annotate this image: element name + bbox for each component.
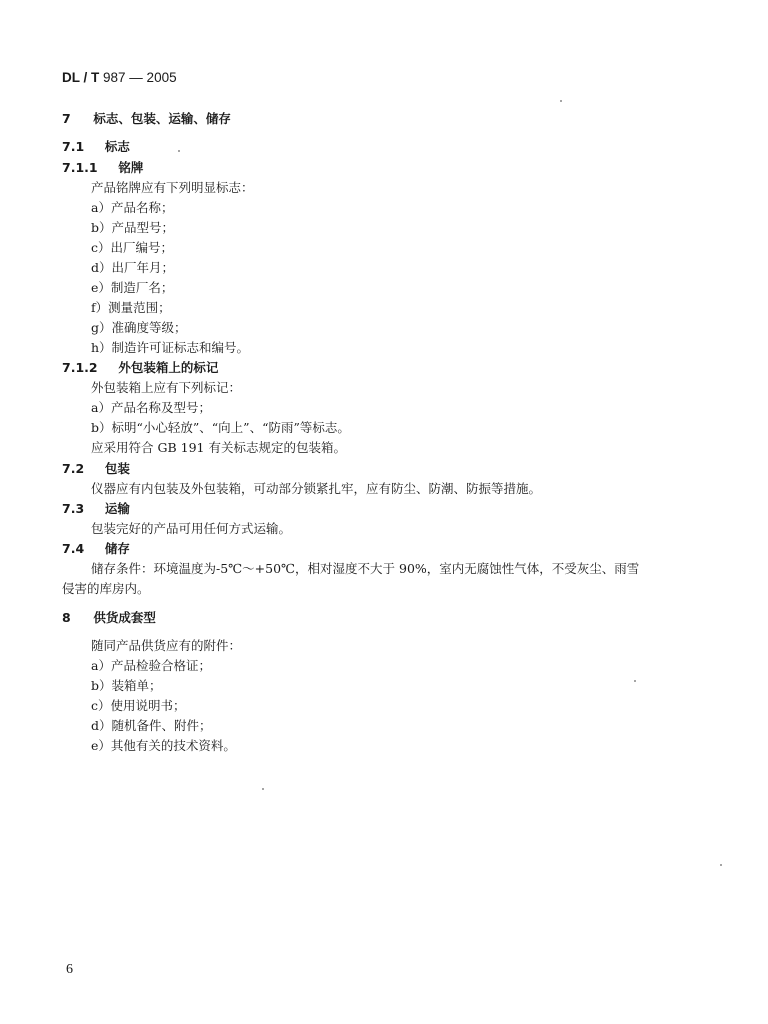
- section-7-4-title: 储存: [104, 541, 130, 556]
- section-7-1-2-title: 外包装箱上的标记: [118, 360, 219, 375]
- section-7-1-1-heading: [62, 160, 143, 176]
- section-7-1-1-intro: 产品铭牌应有下列明显标志：: [91, 180, 254, 195]
- section-7-4-text-line1: 储存条件：环境温度为-5℃～+50℃，相对湿度不大于 90%，室内无腐蚀性气体，不受灰尘、雨雪: [91, 561, 640, 576]
- list-item: f）测量范围；: [91, 300, 171, 315]
- section-7-3-heading: [62, 501, 130, 517]
- list-item: c）出厂编号；: [91, 240, 174, 255]
- section-7-number: 7: [62, 111, 71, 126]
- section-7-4-text-line2: 侵害的库房内。: [62, 581, 150, 596]
- list-item: c）使用说明书；: [91, 698, 186, 713]
- section-7-3-text: 包装完好的产品可用任何方式运输。: [91, 521, 292, 536]
- list-item: d）随机备件、附件；: [91, 718, 212, 733]
- scan-speck: [560, 100, 562, 102]
- document-header: [62, 70, 177, 85]
- section-7-title: 标志、包装、运输、储存: [93, 111, 231, 126]
- section-8-title: 供货成套型: [93, 610, 156, 625]
- scan-speck: [634, 680, 636, 682]
- section-7-4-number: 7.4: [62, 541, 85, 556]
- list-item: b）装箱单；: [91, 678, 162, 693]
- section-7-1-title: 标志: [104, 139, 130, 154]
- section-7-1-heading: [62, 139, 130, 155]
- list-item: a）产品名称；: [91, 200, 174, 215]
- list-item: h）制造许可证标志和编号。: [91, 340, 250, 355]
- section-8-intro: 随同产品供货应有的附件：: [91, 638, 242, 653]
- section-7-2-text: 仪器应有内包装及外包装箱，可动部分锁紧扎牢，应有防尘、防潮、防振等措施。: [91, 481, 542, 496]
- section-7-1-2-heading: [62, 360, 218, 376]
- list-item: a）产品检验合格证；: [91, 658, 211, 673]
- section-8-heading: [62, 610, 156, 626]
- list-item: b）标明“小心轻放”、“向上”、“防雨”等标志。: [91, 420, 350, 435]
- list-item: b）产品型号；: [91, 220, 175, 235]
- section-7-1-1-title: 铭牌: [118, 160, 144, 175]
- scan-speck: [262, 788, 264, 790]
- section-7-2-title: 包装: [104, 461, 130, 476]
- list-item: a）产品名称及型号；: [91, 400, 211, 415]
- list-item: e）制造厂名；: [91, 280, 174, 295]
- section-7-1-2-note: 应采用符合 GB 191 有关标志规定的包装箱。: [91, 440, 346, 455]
- scan-speck: [720, 864, 722, 866]
- list-item: d）出厂年月；: [91, 260, 175, 275]
- list-item: e）其他有关的技术资料。: [91, 738, 236, 753]
- section-7-4-heading: [62, 541, 130, 557]
- doc-number: 987 — 2005: [103, 70, 177, 85]
- section-7-1-2-number: 7.1.2: [62, 360, 98, 375]
- page-number: 6: [66, 962, 73, 977]
- section-7-1-1-number: 7.1.1: [62, 160, 98, 175]
- section-7-1-2-intro: 外包装箱上应有下列标记：: [91, 380, 242, 395]
- section-8-number: 8: [62, 610, 71, 625]
- list-item: g）准确度等级；: [91, 320, 187, 335]
- section-7-2-number: 7.2: [62, 461, 85, 476]
- section-7-1-number: 7.1: [62, 139, 85, 154]
- section-7-2-heading: [62, 461, 130, 477]
- section-7-3-number: 7.3: [62, 501, 85, 516]
- section-7-3-title: 运输: [104, 501, 130, 516]
- section-7-heading: [62, 111, 231, 127]
- doc-prefix: DL / T: [62, 70, 100, 85]
- scan-speck: [178, 150, 180, 152]
